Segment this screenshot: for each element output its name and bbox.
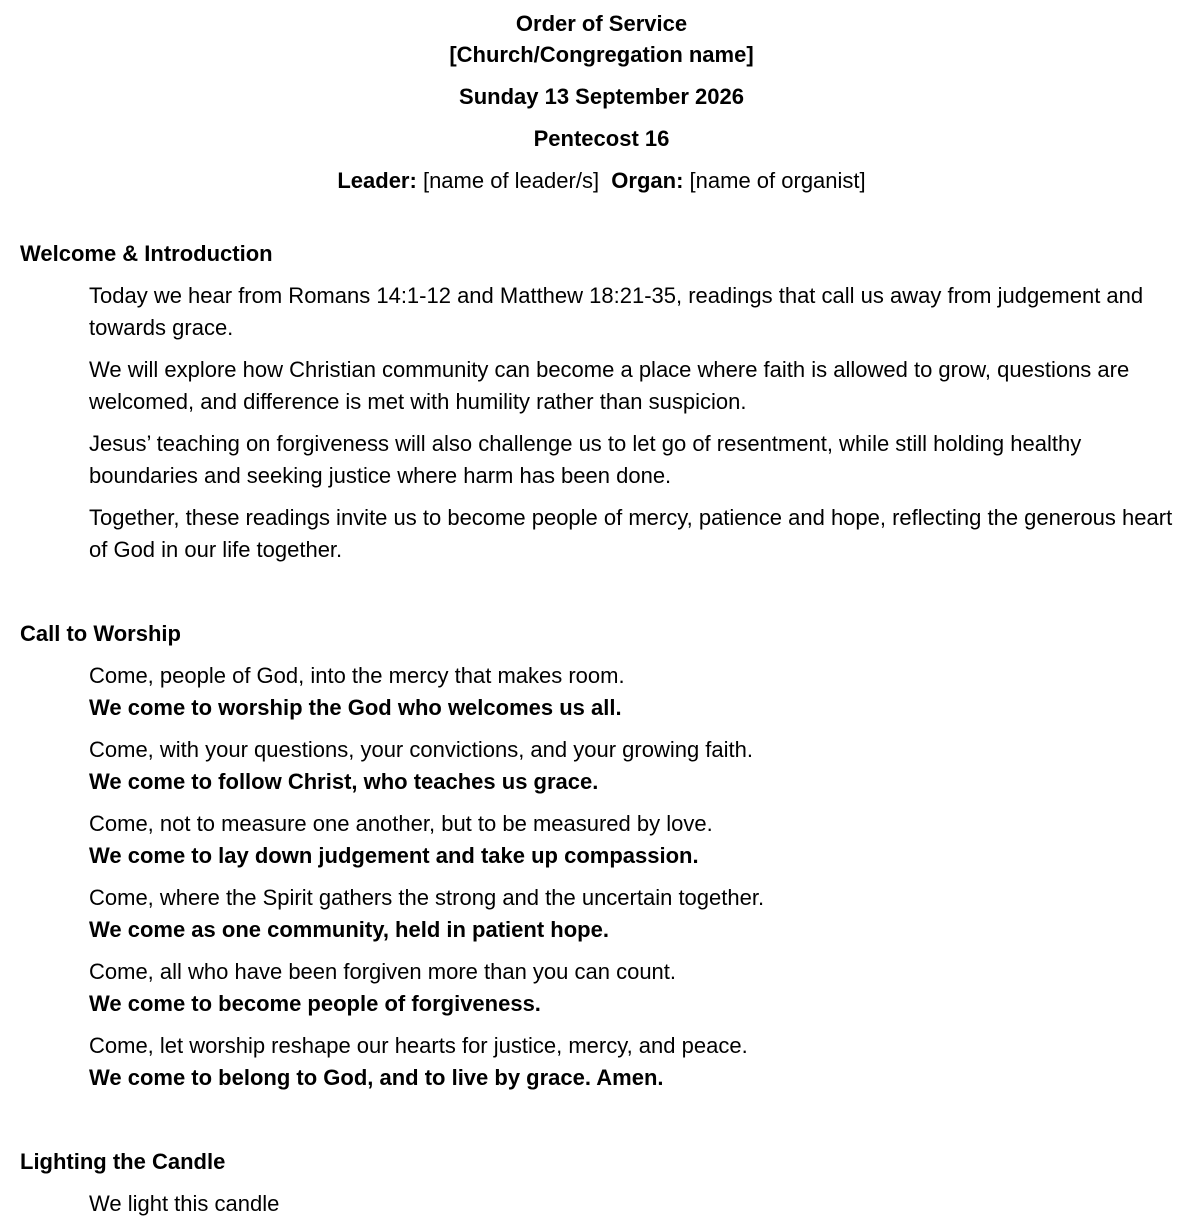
call-to-worship-heading: Call to Worship bbox=[20, 621, 181, 646]
leader-line: Come, people of God, into the mercy that makes room. bbox=[89, 663, 625, 688]
leader-line: Come, where the Spirit gathers the strong and the uncertain together. bbox=[89, 885, 765, 910]
lighting-candle-heading: Lighting the Candle bbox=[20, 1149, 226, 1174]
call-exchange bbox=[0, 1030, 1203, 1093]
candle-first-line: We light this candle bbox=[89, 1191, 280, 1216]
church-name: [Church/Congregation name] bbox=[449, 42, 754, 67]
leader-line: Come, let worship reshape our hearts for justice, mercy, and peace. bbox=[89, 1033, 748, 1058]
people-response: We come as one community, held in patient hope. bbox=[89, 916, 609, 942]
people-response: We come to follow Christ, who teaches us grace. bbox=[89, 768, 599, 794]
call-exchange bbox=[0, 808, 1203, 871]
leader-line: Come, all who have been forgiven more than you can count. bbox=[89, 959, 677, 984]
people-response: We come to belong to God, and to live by grace. Amen. bbox=[89, 1064, 664, 1090]
call-exchange bbox=[0, 734, 1203, 797]
welcome-paragraph: Today we hear from Romans 14:1-12 and Matthew 18:21-35, readings that call us away from judgement and towards grace. bbox=[89, 283, 1144, 340]
leader-line: Come, not to measure one another, but to be measured by love. bbox=[89, 811, 713, 836]
welcome-heading: Welcome & Introduction bbox=[20, 241, 273, 266]
people-response: We come to worship the God who welcomes us all. bbox=[89, 694, 622, 720]
call-exchange bbox=[0, 660, 1203, 723]
welcome-paragraph: We will explore how Christian community can become a place where faith is allowed to grow, questions are welcomed, and difference is met with humility rather than suspicion. bbox=[89, 357, 1130, 414]
service-date: Sunday 13 September 2026 bbox=[459, 84, 744, 109]
call-exchange bbox=[0, 882, 1203, 945]
organ-value: [name of organist] bbox=[689, 168, 866, 193]
welcome-paragraph: Together, these readings invite us to become people of mercy, patience and hope, reflecting the generous heart of God in our life together. bbox=[89, 505, 1173, 562]
service-header bbox=[0, 8, 1203, 196]
leader-value: [name of leader/s] bbox=[422, 168, 600, 193]
service-credits bbox=[0, 165, 1203, 196]
leader-label: Leader: bbox=[337, 168, 417, 193]
document-title: Order of Service bbox=[515, 11, 688, 36]
people-response: We come to become people of forgiveness. bbox=[89, 990, 541, 1016]
welcome-paragraph: Jesus’ teaching on forgiveness will also challenge us to let go of resentment, while still holding healthy boundaries and seeking justice where harm has been done. bbox=[89, 431, 1082, 488]
people-response: We come to lay down judgement and take up compassion. bbox=[89, 842, 699, 868]
organ-label: Organ: bbox=[611, 168, 684, 193]
call-exchange bbox=[0, 956, 1203, 1019]
leader-line: Come, with your questions, your convictions, and your growing faith. bbox=[89, 737, 753, 762]
liturgical-season: Pentecost 16 bbox=[533, 126, 670, 151]
